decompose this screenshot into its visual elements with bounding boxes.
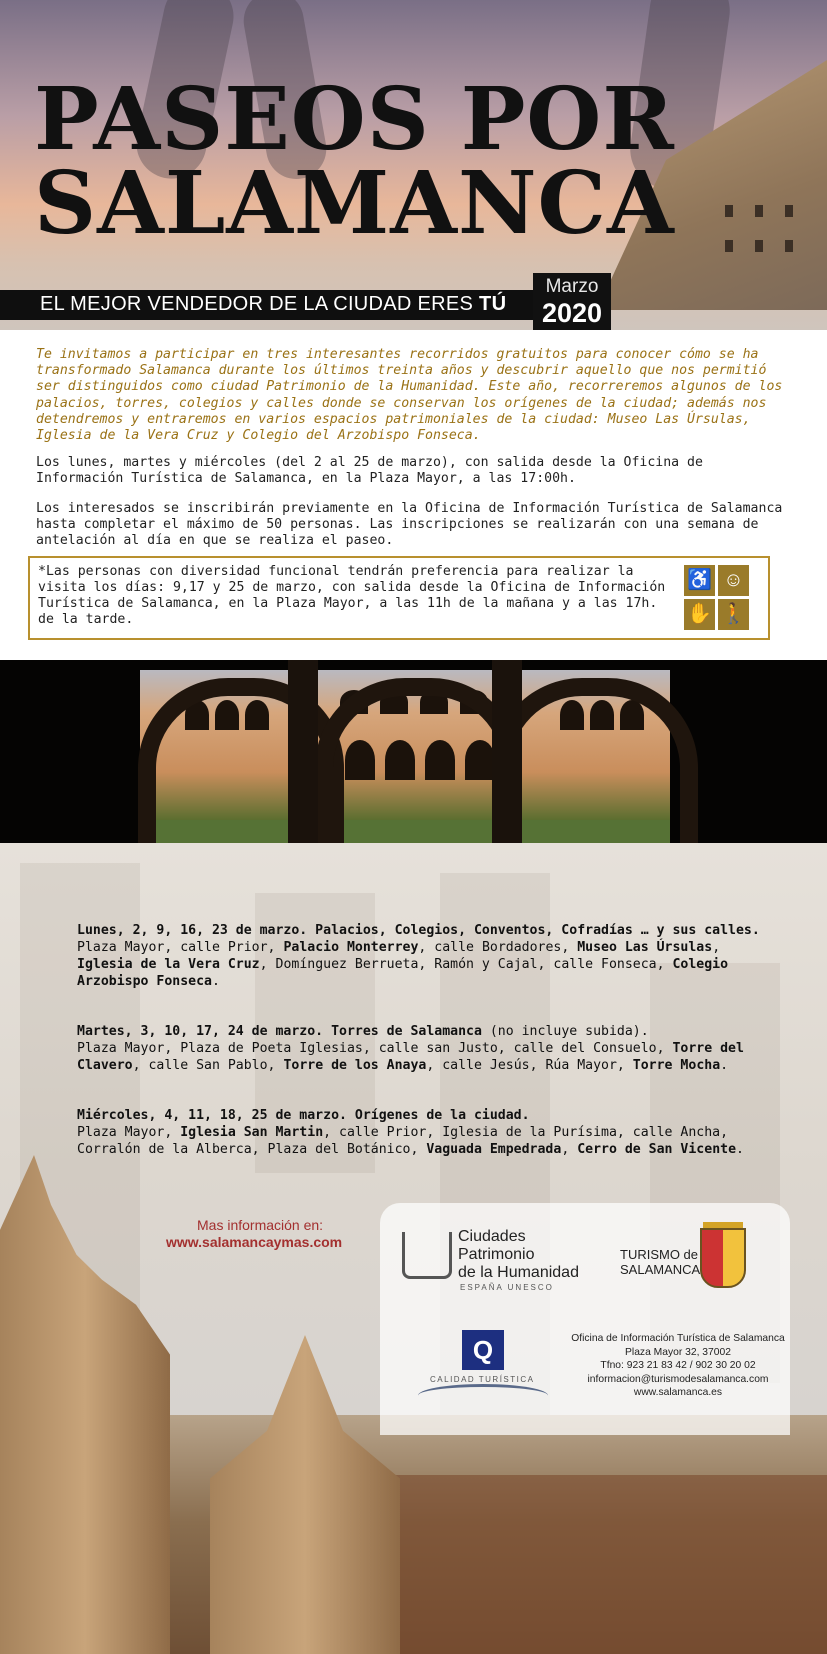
accessibility-note <box>28 556 770 640</box>
route-landmark: Iglesia de la Vera Cruz <box>77 957 260 972</box>
office-email[interactable]: informacion@turismodesalamanca.com <box>587 1373 769 1385</box>
more-info-link[interactable]: www.salamancaymas.com <box>166 1234 343 1250</box>
route-stops <box>77 940 728 989</box>
cph-line-2: Patrimonio <box>458 1246 535 1263</box>
route-heading: Lunes, 2, 9, 16, 23 de marzo. Palacios, Colegios, Conventos, Cofradías … y sus calles. <box>77 923 760 938</box>
route-stops <box>77 1041 744 1073</box>
heritage-cities-name <box>458 1228 579 1282</box>
date-month: Marzo <box>545 276 599 297</box>
route-landmark: Museo Las Úrsulas <box>577 940 713 955</box>
turismo-line-1: TURISMO de <box>620 1247 699 1262</box>
office-address: Plaza Mayor 32, 37002 <box>625 1346 731 1358</box>
route-street: , calle Jesús, Rúa Mayor, <box>426 1058 633 1073</box>
route-street: Plaza Mayor, Plaza de Poeta Iglesias, calle san Justo, calle del Consuelo, <box>77 1041 673 1056</box>
route-street: . <box>211 974 220 989</box>
foreground-arch <box>492 678 698 843</box>
route-landmark: Torre del Clavero <box>77 1041 744 1073</box>
route-street: , Domínguez Berrueta, Ramón y Cajal, calle Fonseca, <box>259 957 673 972</box>
office-phone: Tfno: 923 21 83 42 / 902 30 20 02 <box>600 1360 756 1371</box>
route-street: , calle Bordadores, <box>418 940 578 955</box>
route-landmark: Vaguada Empedrada <box>426 1142 562 1157</box>
date-year: 2020 <box>541 298 603 328</box>
window <box>725 205 733 217</box>
window <box>725 240 733 252</box>
heritage-cities-logo <box>402 1232 452 1279</box>
quality-swoosh <box>418 1384 548 1407</box>
cph-subtitle: ESPAÑA UNESCO <box>460 1283 554 1292</box>
route-landmark: Palacio Monterrey <box>283 940 419 955</box>
route-landmark: Torre de los Anaya <box>283 1058 427 1073</box>
page-title <box>34 69 675 254</box>
route-street: , <box>712 940 721 955</box>
route-street: . <box>720 1058 729 1073</box>
wheelchair-icon: ♿ <box>684 565 715 596</box>
route-monday <box>77 922 777 990</box>
quality-label: CALIDAD TURÍSTICA <box>430 1375 535 1384</box>
date-badge <box>533 273 611 335</box>
route-street: Plaza Mayor, <box>77 1125 181 1140</box>
foreground-arch <box>315 678 521 843</box>
office-website[interactable]: www.salamanca.es <box>633 1387 723 1398</box>
window <box>755 205 763 217</box>
blind-walking-icon: 🚶 <box>718 599 749 630</box>
office-contact <box>568 1332 788 1400</box>
route-stops <box>77 1125 744 1157</box>
route-heading-note: (no incluye subida). <box>481 1024 649 1039</box>
rooftops <box>380 1475 827 1654</box>
window <box>785 205 793 217</box>
window <box>755 240 763 252</box>
route-landmark: Colegio Arzobispo Fonseca <box>77 957 729 989</box>
slogan-text: EL MEJOR VENDEDOR DE LA CIUDAD ERES <box>40 293 474 315</box>
more-info-label: Mas información en: <box>197 1217 324 1233</box>
title-line-1: PASEOS POR <box>34 69 675 170</box>
route-tuesday <box>77 1023 777 1074</box>
route-heading: Martes, 3, 10, 17, 24 de marzo. Torres de Salamanca <box>77 1024 482 1039</box>
turismo-line-2: SALAMANCA <box>620 1262 701 1277</box>
route-street: , calle Prior, Iglesia de la Purísima, calle Ancha, Corralón de la Alberca, Plaza del Botánico, <box>77 1125 729 1157</box>
route-wednesday <box>77 1107 777 1158</box>
cph-line-3: de la Humanidad <box>458 1264 579 1281</box>
route-street: , calle San Pablo, <box>132 1058 284 1073</box>
slogan <box>40 293 506 316</box>
route-street: Plaza Mayor, calle Prior, <box>77 940 284 955</box>
slogan-bold: TÚ <box>479 293 507 315</box>
pillar <box>492 660 522 843</box>
note-text: *Las personas con diversidad funcional tendrán preferencia para realizar la visita los días: 9,17 y 25 de marzo, con salida desde la Oficina de Información Turística de Salamanca, en la Plaza Mayor, a las 11h de la mañana y a las 17h. de la tarde. <box>38 564 666 627</box>
route-street: . <box>736 1142 744 1157</box>
title-line-2: SALAMANCA <box>34 153 675 254</box>
salamanca-crest-icon <box>700 1228 746 1288</box>
schedule-paragraph: Los lunes, martes y miércoles (del 2 al 25 de marzo), con salida desde la Oficina de Información Turística de Salamanca, en la Plaza Mayor, a las 17:00h. <box>36 455 703 487</box>
head-icon: ☺ <box>718 565 749 596</box>
route-landmark: Cerro de San Vicente <box>577 1142 737 1157</box>
registration-paragraph: Los interesados se inscribirán previamente en la Oficina de Información Turística de Salamanca hasta completar el máximo de 50 personas. Las inscripciones se realizarán con una semana de antelación al día en que se realiza el paseo. <box>36 501 783 549</box>
cph-line-1: Ciudades <box>458 1228 526 1245</box>
cathedral-photo <box>0 1415 827 1654</box>
route-landmark: Iglesia San Martin <box>180 1125 324 1140</box>
office-name: Oficina de Información Turística de Salamanca <box>571 1333 785 1344</box>
turismo-salamanca-name <box>620 1247 700 1277</box>
intro-paragraph: Te invitamos a participar en tres interesantes recorridos gratuitos para conocer cómo se ha transformado Salamanca durante los últimos treinta años y descubrir aquello que nos permitió ser distinguidos como ciudad Patrimonio de la Humanidad. Este año, recorreremos algunos de los palacios, torres, colegios y calles donde se conservan los orígenes de la ciudad; además nos detendremos y entraremos en varios espacios patrimoniales de la ciudad: Museo Las Úrsulas, Iglesia de la Vera Cruz y Colegio del Arzobispo Fonseca. <box>36 347 783 444</box>
window <box>785 240 793 252</box>
quality-q-icon: Q <box>462 1330 504 1370</box>
sign-language-icon: ✋ <box>684 599 715 630</box>
pillar <box>288 660 318 843</box>
route-street: , <box>561 1142 578 1157</box>
route-heading: Miércoles, 4, 11, 18, 25 de marzo. Orígenes de la ciudad. <box>77 1108 530 1123</box>
cloister-photo <box>0 660 827 843</box>
route-landmark: Torre Mocha <box>632 1058 721 1073</box>
